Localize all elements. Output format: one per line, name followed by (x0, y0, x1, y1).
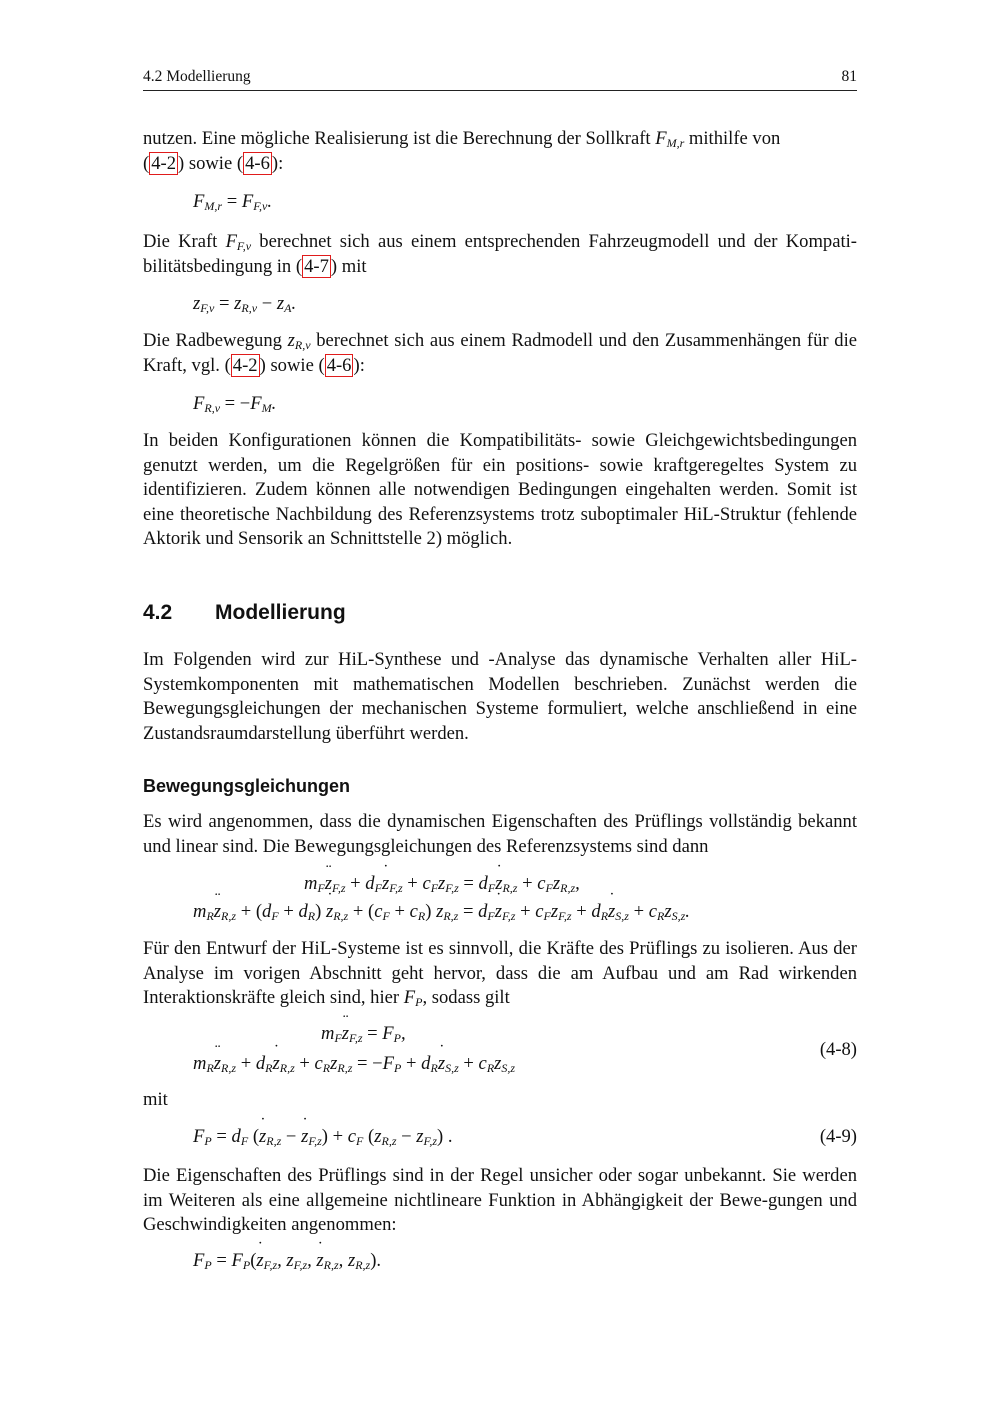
equation-compatibility: $z_{F,v} = z_{R,v} - z_A$. (193, 293, 297, 315)
running-header (143, 68, 857, 91)
equation-ref-link[interactable]: 4-2 (151, 152, 176, 174)
subsection-heading: Bewegungsgleichungen (143, 776, 351, 796)
paragraph-1: nutzen. Eine mögliche Realisierung ist die Berechnung der Sollkraft $F_{M,r}$ mithilfe von ( 4-2 ) sowie ( 4-6 ): (143, 128, 781, 174)
text: mit (337, 255, 367, 277)
text-mit: mit (143, 1089, 168, 1110)
text: sowie (184, 152, 237, 174)
equation-wheel-force: $F_{R,v} = -F_M$. (193, 393, 277, 415)
equation-ref-link[interactable]: 4-2 (232, 354, 258, 376)
text: : (359, 354, 365, 376)
equation-4-9: $F_P = d_F$ (z $˙_{R,z} - z$ $˙_{F,z}) + c_F$ $(z_{R,z} - z_{F,z})$ . (193, 1126, 453, 1148)
paragraph-7 (143, 937, 857, 1011)
math-inline: $z_{R,v}$ (287, 330, 311, 352)
section-title: Modellierung (215, 601, 346, 624)
equation-4-8-line1: $m_Fz$ $¨_{F,z} = F_P$, (321, 1023, 406, 1045)
equation-ref-link[interactable]: 4-6 (245, 152, 270, 174)
text: berechnet sich aus einem Radmodell und den Zusammenhängen für die Kraft, vgl. (143, 330, 858, 376)
text: Die Radbewegung (143, 330, 288, 351)
page-number: 81 (841, 68, 857, 85)
equation-force-target: $F_{M,r} = F_{F,v}$. (193, 191, 272, 213)
paragraph-2: Die Kraft $F_{F,v}$ berechnet sich aus einem entsprechenden Fahrzeugmodell und der Kompati-bilitätsbedingung in ( 4-7 ) mit (143, 231, 857, 277)
text: mithilfe von (684, 128, 781, 149)
equation-motion-wheel: $m_Rz$ $¨_{R,z} + (d_F + d_R)$ z $˙_{R,z} + (c_F + c_R) z_{R,z} = d_Fz$ $˙_{F,z} + c_Fz_{F,z} + d_Rz$ $˙_{S,z} + c_Rz_{S,z}$. (193, 901, 690, 923)
text: Die Kraft (143, 231, 226, 252)
math-inline: $F_P$ (403, 987, 423, 1009)
section-heading (143, 601, 346, 625)
paragraph-8: Die Eigenschaften des Prüflings sind in der Regel unsicher oder sogar unbekannt. Sie werden im Weiteren als eine allgemeine nichtlineare Funktion in Abhängigkeit der Bewe-gungen und Geschwindigkeiten angenommen: (143, 1165, 857, 1235)
text: berechnet sich aus einem entsprechenden Fahrzeugmodell und der Kompati-bilitätsbedingung in (143, 231, 857, 277)
paragraph-6: Es wird angenommen, dass die dynamischen Eigenschaften des Prüflings vollständig bekannt und linear sind. Die Bewegungsgleichungen des Referenzsystems sind dann (143, 811, 857, 857)
text: : (278, 152, 284, 174)
section-number: 4.2 (143, 601, 173, 624)
equation-ref-link[interactable]: 4-6 (326, 354, 352, 376)
text: nutzen. Eine mögliche Realisierung ist die Berechnung der Sollkraft (143, 128, 656, 149)
paragraph-3: Die Radbewegung $z_{R,v}$ berechnet sich aus einem Radmodell und den Zusammenhängen für die Kraft, vgl. ( 4-2 ) sowie ( 4-6 ): (143, 330, 858, 376)
equation-4-8-line2: $m_Rz$ $¨_{R,z} + d_Rz$ $˙_{R,z} + c_Rz_{R,z} = -F_P + d_Rz$ $˙_{S,z} + c_Rz_{S,z}$ (193, 1053, 515, 1075)
math-inline: $F_{F,v}$ (225, 231, 252, 253)
equation-number-4-9: (4-9) (819, 1126, 857, 1147)
text: sowie (265, 354, 319, 376)
equation-ref-link[interactable]: 4-7 (304, 255, 329, 277)
header-section: 4.2 Modellierung (143, 68, 251, 85)
equation-number-4-8: (4-8) (819, 1039, 857, 1060)
equation-motion-body: $m_Fz$ $¨_{F,z} + d_Fz$ $˙_{F,z} + c_Fz_{F,z} = d_Fz$ $˙_{R,z} + c_Fz_{R,z}$, (304, 873, 580, 895)
paragraph-5: Im Folgenden wird zur HiL-Synthese und -Analyse das dynamische Verhalten aller HiL-Systemkomponenten mit mathematischen Modellen beschrieben. Zunächst werden die Bewegungsgleichungen der mechanischen Systeme formuliert, welche anschließend in eine Zustandsraumdarstellung überführt werden. (143, 649, 857, 744)
math-inline: $F_{M,r}$ (655, 128, 685, 150)
paragraph-4: In beiden Konfigurationen können die Kompatibilitäts- sowie Gleichgewichtsbedingungen genutzt werden, um die Regelgrößen für ein positions- sowie kraftgeregeltes System zu identifizieren. Zudem können alle notwendigen Bedingungen eingehalten werden. Somit ist eine theoretische Nachbildung des Referenzsystems trotz suboptimaler HiL-Struktur (fehlende Aktorik und Sensorik an Schnittstelle 2) möglich. (143, 430, 857, 549)
equation-nonlinear-force: $F_P = F_P(z$ $˙_{F,z}$, $z_{F,z}$, z $˙_{R,z}$, $z_{R,z}$). (193, 1250, 381, 1272)
text: Für den Entwurf der HiL-Systeme ist es sinnvoll, die Kräfte des Prüflings zu isolieren. Aus der Analyse im vorigen Abschnitt geht hervor, dass die am Aufbau und am Rad wirkenden Interaktionskräfte gleich sind, hier (143, 938, 857, 1008)
text: , sodass gilt (422, 987, 510, 1008)
